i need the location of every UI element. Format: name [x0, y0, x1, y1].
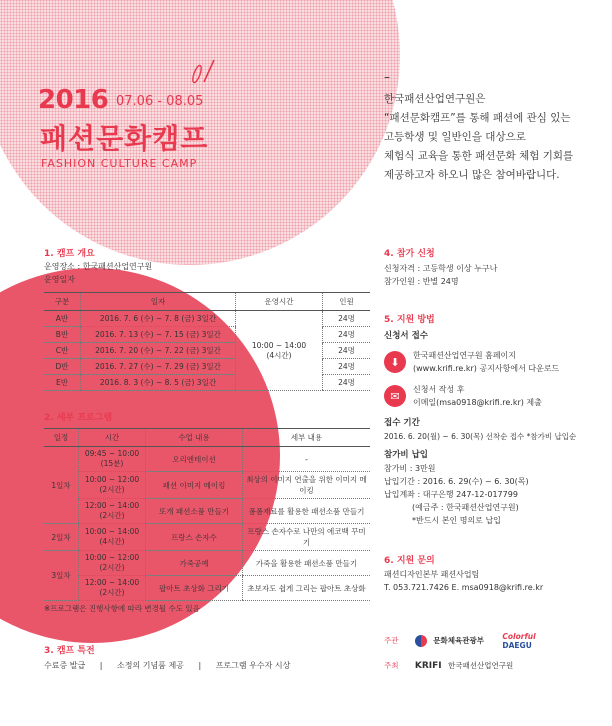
time-text: 10:00 ~ 14:00 — [251, 340, 307, 350]
section-title-method: 5. 지원 방법 — [384, 315, 435, 325]
event-year: 2016 — [38, 85, 109, 115]
qualification-text: 신청자격 : 고등학생 이상 누구나 — [384, 264, 498, 273]
benefit-item: 소정의 기념품 제공 — [116, 661, 184, 670]
class-cell: A반 — [44, 311, 81, 327]
time-text: 10:00 ~ 12:00 — [84, 475, 140, 484]
day-cell: 2일차 — [44, 524, 79, 551]
time-duration: (2시간) — [99, 485, 125, 494]
table-row — [44, 447, 370, 472]
program-table — [44, 428, 370, 601]
topic-cell: 가죽공예 — [146, 551, 243, 576]
section-title-program: 2. 세부 프로그램 — [44, 413, 113, 423]
host-label: 주관 — [384, 636, 399, 645]
date-cell: 2016. 7. 20 (수) ~ 7. 22 (금) 3일간 — [81, 343, 236, 359]
time-cell — [79, 447, 146, 472]
intro-line: “패션문화캠프”를 통해 패션에 관심 있는 — [384, 112, 571, 124]
download-row — [384, 349, 599, 375]
intro-line: 고등학생 및 일반인을 대상으로 — [384, 131, 526, 143]
topic-cell: 팝아트 초상화 그리기 — [146, 576, 243, 601]
department-text: 패션디자인본부 패션사업팀 — [384, 570, 480, 579]
fee-period: 납입기간 : 2016. 6. 29(수) ~ 6. 30(목) — [384, 477, 529, 486]
time-text: 12:00 ~ 14:00 — [84, 501, 140, 510]
krifi-logo: KRIFI — [414, 661, 442, 671]
organizer-name: 한국패션산업연구원 — [448, 661, 514, 670]
time-cell — [236, 311, 323, 391]
account-text: 납입계좌 : 대구은행 247-12-017799 — [384, 490, 518, 499]
benefit-item: 수료증 발급 — [44, 661, 86, 670]
col-header: 일정 — [44, 429, 79, 447]
count-cell: 24명 — [323, 359, 371, 375]
count-cell: 24명 — [323, 375, 371, 391]
fee-heading: 참가비 납입 — [384, 450, 429, 460]
detail-cell: 가죽을 활용한 패션소품 만들기 — [243, 551, 371, 576]
fee-text: 참가비 : 3만원 — [384, 464, 436, 473]
col-header: 시간 — [79, 429, 146, 447]
intro-line: 제공하고자 하오니 많은 참여바랍니다. — [384, 169, 560, 181]
detail-cell: 최상의 이미지 연출을 위한 이미지 메이킹 — [243, 472, 371, 499]
time-cell — [79, 524, 146, 551]
day-cell: 3일차 — [44, 551, 79, 601]
date-cell: 2016. 7. 13 (수) ~ 7. 15 (금) 3일간 — [81, 327, 236, 343]
application-info — [384, 262, 497, 288]
date-cell: 2016. 8. 3 (수) ~ 8. 5 (금) 3일간 — [81, 375, 236, 391]
class-cell: E반 — [44, 375, 81, 391]
period-text: 2016. 6. 20(월) ~ 6. 30(목) 선착순 접수 *참가비 납입순 — [384, 432, 577, 441]
section-title-contact: 6. 지원 문의 — [384, 556, 435, 566]
download-icon: ⬇ — [384, 351, 406, 373]
time-text: 12:00 ~ 14:00 — [84, 578, 140, 587]
program-note: ※프로그램은 진행사항에 따라 변경될 수도 있음 — [44, 604, 200, 613]
organizer-logos — [384, 660, 513, 671]
intro-dash: – — [384, 70, 390, 84]
topic-cell: 패션 이미지 메이킹 — [146, 472, 243, 499]
date-cell: 2016. 7. 6 (수) ~ 7. 8 (금) 3일간 — [81, 311, 236, 327]
topic-cell: 프랑스 손자수 — [146, 524, 243, 551]
section-title-overview: 1. 캠프 개요 — [44, 249, 95, 259]
time-duration: (2시간) — [99, 588, 125, 597]
intro-line: 한국패션산업연구원은 — [384, 93, 486, 105]
capacity-text: 참가인원 : 반별 24명 — [384, 277, 459, 286]
event-dates: 07.06 - 08.05 — [116, 94, 204, 109]
intro-text — [384, 70, 573, 185]
time-duration: (2시간) — [99, 511, 125, 520]
detail-cell: - — [243, 447, 371, 472]
col-header: 세부 내용 — [243, 429, 371, 447]
count-cell: 24명 — [323, 311, 371, 327]
dates-label: 운영일자 — [44, 275, 75, 284]
table-row — [44, 576, 370, 601]
email-text: 신청서 작성 후 — [413, 385, 465, 394]
daegu-logo — [502, 632, 535, 650]
venue-text: 운영장소 : 한국패션산업연구원 — [44, 262, 153, 271]
time-duration: (4시간) — [266, 350, 292, 360]
separator: | — [99, 661, 103, 670]
contact-text[interactable]: T. 053.721.7426 E. msa0918@krifi.re.kr — [384, 583, 544, 592]
ministry-name: 문화체육관광부 — [433, 636, 484, 645]
mail-icon: ✉ — [384, 385, 406, 407]
submission-heading: 신청서 접수 — [384, 331, 429, 341]
intro-line: 체험식 교육을 통한 패션문화 체험 기회를 — [384, 150, 574, 162]
daegu-logo-bottom: DAEGU — [502, 641, 532, 650]
table-row — [44, 499, 370, 524]
period-heading: 접수 기간 — [384, 418, 420, 428]
download-text: 한국패션산업연구원 홈페이지 — [413, 351, 517, 360]
time-duration: (2시간) — [99, 563, 125, 572]
time-cell — [79, 551, 146, 576]
table-row — [44, 551, 370, 576]
detail-cell: 프랑스 손자수로 나만의 에코백 꾸미기 — [243, 524, 371, 551]
email-row — [384, 383, 599, 409]
section-title-application: 4. 참가 신청 — [384, 249, 435, 259]
class-cell: C반 — [44, 343, 81, 359]
date-cell: 2016. 7. 27 (수) ~ 7. 29 (금) 3일간 — [81, 359, 236, 375]
col-header: 구분 — [44, 293, 81, 311]
class-cell: B반 — [44, 327, 81, 343]
time-cell — [79, 576, 146, 601]
event-subtitle: FASHION CULTURE CAMP — [41, 157, 198, 170]
schedule-table — [44, 292, 370, 391]
host-logos — [384, 632, 536, 650]
table-row — [44, 524, 370, 551]
detail-cell: 폼폼재료를 활용한 패션소품 만들기 — [243, 499, 371, 524]
ministry-logo-icon — [415, 635, 427, 647]
method-info — [384, 330, 599, 527]
day-cell: 1일차 — [44, 447, 79, 524]
time-cell — [79, 499, 146, 524]
class-cell: D반 — [44, 359, 81, 375]
time-duration: (4시간) — [99, 537, 125, 546]
event-title: 패션문화캠프 — [40, 122, 209, 155]
col-header: 운영시간 — [236, 293, 323, 311]
section-title-benefits: 3. 캠프 특전 — [44, 646, 95, 656]
col-header: 수업 내용 — [146, 429, 243, 447]
holder-note: *반드시 본인 명의로 납입 — [412, 516, 501, 525]
col-header: 일자 — [81, 293, 236, 311]
overview-info — [44, 260, 152, 286]
topic-cell: 오리엔테이션 — [146, 447, 243, 472]
detail-cell: 초보자도 쉽게 그리는 팝아트 초상화 — [243, 576, 371, 601]
separator: | — [198, 661, 202, 670]
benefits-list — [44, 660, 290, 671]
table-row — [44, 311, 370, 327]
table-row — [44, 472, 370, 499]
topic-cell: 또개 패션소품 만들기 — [146, 499, 243, 524]
organizer-label: 주최 — [384, 661, 399, 670]
daegu-logo-top: Colorful — [502, 632, 536, 641]
col-header: 인원 — [323, 293, 371, 311]
email-link[interactable]: 이메일(msa0918@krifi.re.kr) 제출 — [413, 398, 542, 407]
count-cell: 24명 — [323, 327, 371, 343]
contact-info — [384, 568, 543, 594]
holder-text: (예금주 : 한국패션산업연구원) — [412, 503, 519, 512]
safety-pin-icon — [188, 58, 218, 88]
count-cell: 24명 — [323, 343, 371, 359]
time-duration: (15분) — [100, 459, 124, 468]
benefit-item: 프로그램 우수자 시상 — [215, 661, 291, 670]
time-text: 10:00 ~ 14:00 — [84, 527, 140, 536]
time-text: 10:00 ~ 12:00 — [84, 553, 140, 562]
time-text: 09:45 ~ 10:00 — [84, 449, 140, 458]
download-link[interactable]: (www.krifi.re.kr) 공지사항에서 다운로드 — [413, 364, 560, 373]
time-cell — [79, 472, 146, 499]
